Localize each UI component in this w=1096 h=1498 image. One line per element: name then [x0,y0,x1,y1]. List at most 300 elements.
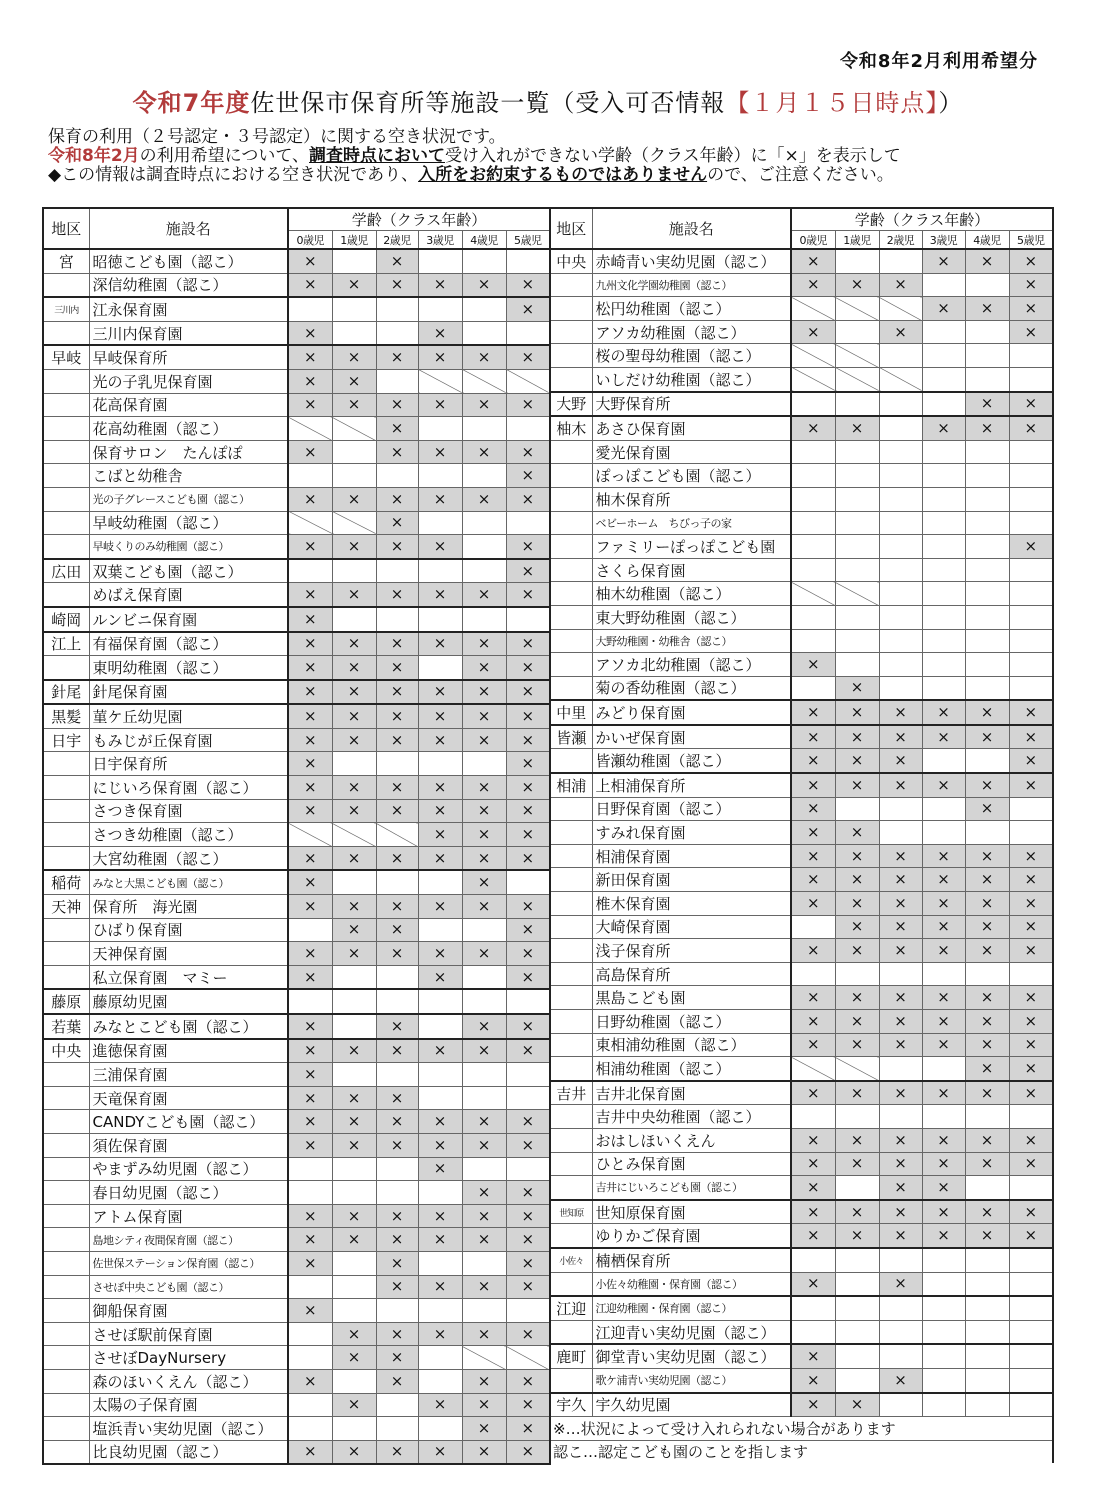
available-cell [835,1272,879,1296]
facility-row [550,1320,1053,1344]
facility-row [43,895,550,919]
unavailable-mark: × [1009,1200,1053,1224]
facility-row [550,1272,1053,1296]
available-cell [1009,1368,1053,1392]
facility-name: 新田保育園 [592,868,791,892]
unavailable-mark: × [288,369,332,393]
unavailable-mark: × [1009,273,1053,297]
right-table-body [550,249,1053,1463]
facility-name: 菫ケ丘幼児園 [89,704,288,728]
unavailable-mark: × [288,776,332,800]
unavailable-mark: × [418,1204,462,1228]
available-cell [835,535,879,559]
facility-row [43,607,550,632]
available-cell [922,511,965,535]
available-cell [506,1063,550,1087]
unavailable-mark: × [506,1228,550,1252]
unavailable-mark: × [288,273,332,297]
unavailable-mark: × [332,656,376,680]
facility-name: 愛光保育園 [592,440,791,464]
unavailable-mark: × [879,700,922,725]
facility-name: おはしほいくえん [592,1128,791,1152]
unavailable-mark: × [418,535,462,559]
available-cell [835,797,879,821]
unavailable-mark: × [506,1275,550,1299]
unavailable-mark: × [835,868,879,892]
available-cell [462,989,506,1014]
unavailable-mark: × [462,846,506,870]
unavailable-mark: × [418,1157,462,1181]
district-cell [43,1369,89,1393]
available-cell [288,918,332,942]
available-cell [418,1251,462,1275]
unavailable-mark: × [965,1224,1009,1248]
district-cell [550,1368,592,1392]
district-cell [550,676,592,700]
intro-line-3 [48,166,901,185]
available-cell [418,1181,462,1205]
district-cell [550,511,592,535]
available-cell [835,653,879,677]
facility-row [43,1204,550,1228]
unavailable-mark: × [1009,1010,1053,1034]
available-cell [965,1344,1009,1368]
facility-name: さつき幼稚園（認こ） [89,823,288,847]
available-cell [965,440,1009,464]
unavailable-mark: × [462,1039,506,1063]
unavailable-mark: × [879,1200,922,1224]
available-cell [462,1299,506,1323]
facility-name: 吉井にじいろこども園（認こ） [592,1176,791,1200]
available-cell [791,915,835,939]
facility-row [43,297,550,321]
available-cell [965,749,1009,773]
unavailable-mark: × [506,1204,550,1228]
available-cell [462,464,506,488]
unavailable-mark: × [418,632,462,656]
unavailable-mark: × [288,607,332,632]
unavailable-mark: × [376,1133,418,1157]
available-cell [879,1296,922,1320]
unavailable-mark: × [506,464,550,488]
available-cell [922,1057,965,1081]
available-cell [922,1296,965,1320]
available-cell [791,535,835,559]
unavailable-mark: × [791,844,835,868]
facility-row [43,1157,550,1181]
district-cell [43,918,89,942]
district-cell [43,1086,89,1110]
available-cell [376,1181,418,1205]
unavailable-mark: × [506,656,550,680]
facility-name: ゆりかご保育園 [592,1224,791,1248]
unavailable-mark: × [418,823,462,847]
district-cell [43,1440,89,1464]
unavailable-mark: × [791,273,835,297]
district-cell [43,1322,89,1346]
unavailable-mark: × [791,320,835,344]
available-cell [332,1014,376,1039]
facility-row [43,249,550,273]
available-cell [835,487,879,511]
available-cell [418,511,462,535]
facility-row [550,653,1053,677]
available-cell [922,273,965,297]
facility-name: 柚木幼稚園（認こ） [592,582,791,606]
facility-row [550,440,1053,464]
available-cell [376,607,418,632]
available-cell [922,749,965,773]
available-cell [332,297,376,321]
unavailable-mark: × [376,535,418,559]
available-cell [332,989,376,1014]
district-cell [43,583,89,607]
district-cell [550,915,592,939]
facility-name: さつき保育園 [89,799,288,823]
district-cell [43,1133,89,1157]
facility-name: 日野幼稚園（認こ） [592,1010,791,1034]
unavailable-mark: × [1009,773,1053,797]
unavailable-mark: × [288,870,332,894]
unavailable-mark: × [288,1251,332,1275]
unavailable-mark: × [332,1110,376,1134]
unavailable-mark: × [791,939,835,963]
available-cell [879,676,922,700]
unavailable-mark: × [922,1128,965,1152]
facility-name: 上相浦保育所 [592,773,791,797]
available-cell [462,1063,506,1087]
unavailable-mark: × [288,487,332,511]
facility-row [43,1181,550,1205]
district-cell [550,440,592,464]
facility-row [550,320,1053,344]
facility-row [43,656,550,680]
available-cell [418,464,462,488]
not-applicable-cell [506,369,550,393]
unavailable-mark: × [376,1369,418,1393]
unavailable-mark: × [791,1128,835,1152]
unavailable-mark: × [288,1204,332,1228]
district-cell [550,821,592,845]
available-cell [288,559,332,583]
unavailable-mark: × [462,487,506,511]
unavailable-mark: × [835,1200,879,1224]
not-applicable-cell [288,417,332,441]
unavailable-mark: × [791,1010,835,1034]
unavailable-mark: × [506,752,550,776]
unavailable-mark: × [288,680,332,705]
facility-row [550,1081,1053,1105]
unavailable-mark: × [506,487,550,511]
available-cell [418,870,462,894]
unavailable-mark: × [506,895,550,919]
unavailable-mark: × [376,249,418,273]
facility-row [43,918,550,942]
available-cell [835,1320,879,1344]
facility-name: ファミリーぽっぽこども園 [592,535,791,559]
unavailable-mark: × [922,1010,965,1034]
available-cell [965,320,1009,344]
district-cell: 稲荷 [43,870,89,894]
availability-table-right [549,207,1054,1463]
facility-name: 東大野幼稚園（認こ） [592,605,791,629]
unavailable-mark: × [462,1275,506,1299]
facility-row [43,559,550,583]
facility-name: 早岐保育所 [89,345,288,369]
unavailable-mark: × [332,799,376,823]
unavailable-mark: × [965,1128,1009,1152]
available-cell [288,297,332,321]
facility-header: 施設名 [89,208,288,249]
facility-row [550,1033,1053,1057]
available-cell [418,752,462,776]
available-cell [922,1320,965,1344]
available-cell [332,1181,376,1205]
available-cell [879,416,922,440]
facility-row [550,821,1053,845]
facility-row [550,273,1053,297]
district-cell: 小佐々 [550,1248,592,1272]
facility-row [43,583,550,607]
available-cell [791,676,835,700]
facility-row [43,965,550,989]
unavailable-mark: × [879,868,922,892]
facility-row [550,392,1053,417]
available-cell [332,1157,376,1181]
unavailable-mark: × [922,249,965,273]
intro-emphasis-no-promise: 入所をお約束するものではありません [418,165,708,185]
facility-row [43,1393,550,1417]
facility-name: 小佐々幼稚園・保育園（認こ） [592,1272,791,1296]
age-header: 0歳児 [791,231,835,250]
facility-row [43,704,550,728]
available-cell [835,629,879,653]
available-cell [376,1393,418,1417]
facility-name: 江永保育園 [89,297,288,321]
facility-row [550,629,1053,653]
unavailable-mark: × [332,535,376,559]
facility-row [43,1063,550,1087]
unavailable-mark: × [791,1200,835,1224]
facility-name: 深信幼稚園（認こ） [89,273,288,297]
unavailable-mark: × [965,1010,1009,1034]
available-cell [376,559,418,583]
unavailable-mark: × [376,918,418,942]
unavailable-mark: × [462,632,506,656]
facility-name: させぼ駅前保育園 [89,1322,288,1346]
unavailable-mark: × [506,918,550,942]
available-cell [506,249,550,273]
available-cell [376,369,418,393]
facility-row [550,535,1053,559]
available-cell [376,870,418,894]
facility-name: 桜の聖母幼稚園（認こ） [592,344,791,368]
unavailable-mark: × [288,728,332,752]
unavailable-mark: × [791,249,835,273]
available-cell [835,392,879,417]
facility-row [43,1086,550,1110]
unavailable-mark: × [376,1322,418,1346]
district-cell: 崎岡 [43,607,89,632]
available-cell [1009,464,1053,488]
unavailable-mark: × [506,728,550,752]
available-cell [879,1248,922,1272]
available-cell [835,464,879,488]
facility-name: 花高保育園 [89,393,288,417]
available-cell [376,1417,418,1441]
facility-name: にじいろ保育園（認こ） [89,776,288,800]
facility-row [43,1110,550,1134]
unavailable-mark: × [922,1081,965,1105]
unavailable-mark: × [376,417,418,441]
facility-name: 比良幼児園（認こ） [89,1440,288,1464]
intro-month: 令和8年2月 [48,146,140,166]
unavailable-mark: × [462,656,506,680]
unavailable-mark: × [462,895,506,919]
available-cell [418,1299,462,1323]
unavailable-mark: × [791,700,835,725]
unavailable-mark: × [922,939,965,963]
unavailable-mark: × [506,535,550,559]
district-cell [550,1033,592,1057]
available-cell [965,487,1009,511]
facility-row [550,773,1053,797]
available-cell [1009,1393,1053,1417]
unavailable-mark: × [288,1440,332,1464]
unavailable-mark: × [376,583,418,607]
available-cell [791,605,835,629]
unavailable-mark: × [879,1033,922,1057]
facility-name: いしだけ幼稚園（認こ） [592,367,791,391]
available-cell [462,511,506,535]
unavailable-mark: × [376,273,418,297]
district-cell [550,464,592,488]
unavailable-mark: × [376,656,418,680]
available-cell [922,440,965,464]
facility-row [550,1128,1053,1152]
unavailable-mark: × [506,1181,550,1205]
age-header: 1歳児 [332,231,376,250]
district-cell [43,1417,89,1441]
facility-name: ひとみ保育園 [592,1152,791,1176]
district-cell: 江上 [43,632,89,656]
unavailable-mark: × [879,320,922,344]
unavailable-mark: × [506,1440,550,1464]
available-cell [462,965,506,989]
district-cell [43,417,89,441]
age-header: 4歳児 [462,231,506,250]
facility-row [550,1248,1053,1272]
unavailable-mark: × [462,273,506,297]
facility-name: 松円幼稚園（認こ） [592,297,791,321]
unavailable-mark: × [506,680,550,705]
available-cell [791,629,835,653]
available-cell [1009,821,1053,845]
facility-name: 東相浦幼稚園（認こ） [592,1033,791,1057]
unavailable-mark: × [1009,915,1053,939]
facility-name: 九州文化学園幼稚園（認こ） [592,273,791,297]
unavailable-mark: × [462,942,506,966]
available-cell [965,1176,1009,1200]
available-cell [462,297,506,321]
district-cell: 三川内 [43,297,89,321]
district-cell [43,321,89,345]
unavailable-mark: × [288,895,332,919]
available-cell [288,1275,332,1299]
available-cell [462,918,506,942]
unavailable-mark: × [922,1152,965,1176]
facility-name: 進徳保育園 [89,1039,288,1063]
unavailable-mark: × [922,844,965,868]
unavailable-mark: × [462,1440,506,1464]
available-cell [965,511,1009,535]
unavailable-mark: × [506,297,550,321]
available-cell [506,417,550,441]
available-cell [879,344,922,368]
unavailable-mark: × [332,345,376,369]
district-cell [550,1176,592,1200]
not-applicable-cell [791,344,835,368]
available-cell [791,440,835,464]
available-cell [879,1393,922,1417]
not-applicable-cell [879,297,922,321]
unavailable-mark: × [965,416,1009,440]
unavailable-mark: × [835,821,879,845]
available-cell [879,392,922,417]
facility-row [43,1251,550,1275]
available-cell [835,605,879,629]
facility-name: 日宇保育所 [89,752,288,776]
available-cell [1009,962,1053,986]
facility-name: みなと大黒こども園（認こ） [89,870,288,894]
available-cell [879,1320,922,1344]
available-cell [288,1393,332,1417]
available-cell [506,321,550,345]
unavailable-mark: × [835,844,879,868]
facility-row [550,962,1053,986]
not-applicable-cell [376,823,418,847]
district-cell: 宇久 [550,1393,592,1417]
available-cell [332,440,376,464]
available-cell [835,511,879,535]
unavailable-mark: × [376,1039,418,1063]
unavailable-mark: × [376,776,418,800]
unavailable-mark: × [288,345,332,369]
facility-row [550,297,1053,321]
available-cell [332,464,376,488]
facility-name: 島地シティ夜間保育園（認こ） [89,1228,288,1252]
facility-row [43,511,550,535]
unavailable-mark: × [376,680,418,705]
unavailable-mark: × [462,728,506,752]
unavailable-mark: × [965,1152,1009,1176]
facility-name: みどり保育園 [592,700,791,725]
facility-name: 春日幼児園（認こ） [89,1181,288,1205]
available-cell [922,676,965,700]
facility-name: 大崎保育園 [592,915,791,939]
unavailable-mark: × [1009,868,1053,892]
unavailable-mark: × [835,892,879,916]
available-cell [965,653,1009,677]
unavailable-mark: × [879,1272,922,1296]
unavailable-mark: × [418,704,462,728]
available-cell [288,1181,332,1205]
available-cell [791,487,835,511]
unavailable-mark: × [288,704,332,728]
facility-row [550,676,1053,700]
unavailable-mark: × [835,1128,879,1152]
district-cell [550,367,592,391]
